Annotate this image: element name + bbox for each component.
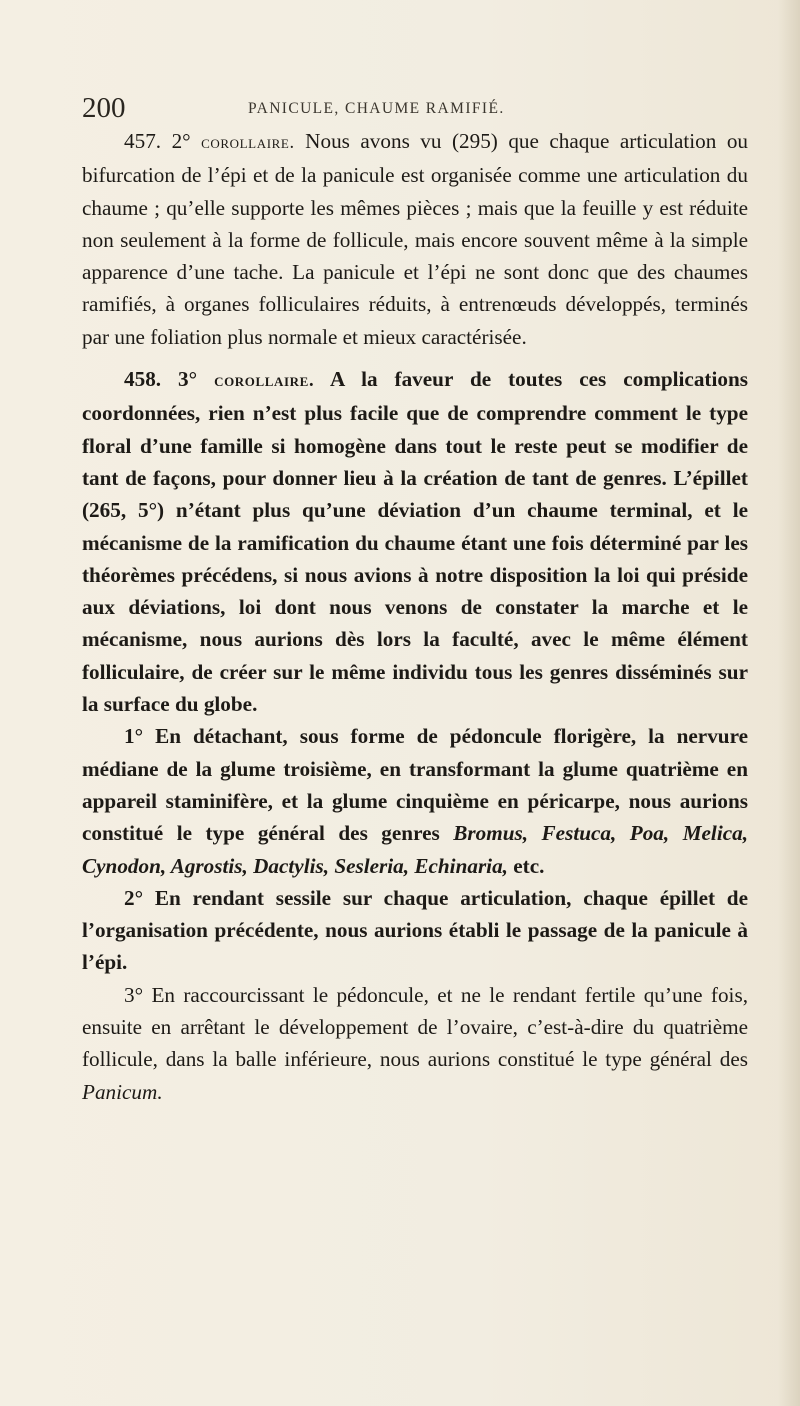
paragraph-number: 458.	[124, 367, 162, 392]
item-genera: Bromus, Festuca, Poa, Melica, Cynodon, Agrostis, Dactylis, Sesleria, Echinaria,	[82, 821, 749, 878]
paragraph-number: 457.	[124, 129, 162, 153]
item-genus: Panicum.	[82, 1079, 163, 1104]
list-item-1	[82, 720, 748, 881]
item-text: En raccourcissant le pédoncule, et ne le rendant fertile qu’une fois, ensuite en arrêtant le développement de l’ovaire, c’est-à-dire du quatrième follicule, dans la balle inférieure, nous aurions constitué le type général des	[82, 982, 748, 1072]
paragraph-text: Nous avons vu (295) que chaque articulation ou bifurcation de l’épi et de la panicule est organisée comme une articulation du chaume ; qu’elle supporte les mêmes pièces ; mais que la feuille y est réduite non seulement à la forme de follicule, mais encore souvent même à la simple apparence d’une tache. La panicule et l’épi ne sont donc que des chaumes ramifiés, à organes folliculaires réduits, à entrenœuds développés, terminés par une foliation plus normale et mieux caractérisée.	[82, 129, 749, 349]
paragraph-458	[82, 363, 748, 720]
paragraph-ordinal: 3°	[178, 367, 198, 392]
item-ordinal: 2°	[124, 885, 144, 910]
page-header	[82, 92, 742, 124]
item-ordinal: 3°	[124, 982, 144, 1007]
list-item-2	[82, 882, 748, 979]
running-head: PANICULE, CHAUME RAMIFIÉ.	[248, 100, 505, 117]
paragraph-text: A la faveur de toutes ces complications coordonnées, rien n’est plus facile que de comprendre comment le type floral d’une famille si homogène dans tout le reste peut se modifier de tant de façons, pour donner lieu à la création de tant de genres. L’épillet (265, 5°) n’étant plus qu’une déviation d’un chaume terminal, et le mécanisme de la ramification du chaume étant une fois déterminé par les théorèmes précédens, si nous avions à notre disposition la loi qui préside aux déviations, loi dont nous venons de constater la marche et le mécanisme, nous aurions dès lors la faculté, avec le même élément folliculaire, de créer sur le même individu tous les genres disséminés sur la surface du globe.	[82, 367, 748, 717]
list-item-3	[82, 979, 748, 1108]
body-text	[82, 125, 748, 1108]
page-edge-shadow	[778, 0, 800, 1406]
page-number: 200	[82, 92, 126, 124]
paragraph-457	[82, 125, 748, 353]
item-text: En rendant sessile sur chaque articulation, chaque épillet de l’organisation précédente, nous aurions établi le passage de la panicule à l’épi.	[82, 885, 748, 975]
item-text: En détachant, sous forme de pédoncule florigère, la nervure médiane de la glume troisième, en transformant la glume quatrième en appareil staminifère, et la glume cinquième en péricarpe, nous aurions constitué le type général des genres	[82, 724, 749, 846]
paragraph-label: corollaire.	[201, 133, 295, 153]
paragraph-label: corollaire.	[214, 371, 315, 392]
item-text-after: etc.	[513, 853, 545, 878]
paragraph-ordinal: 2°	[171, 129, 191, 153]
item-ordinal: 1°	[124, 724, 144, 749]
